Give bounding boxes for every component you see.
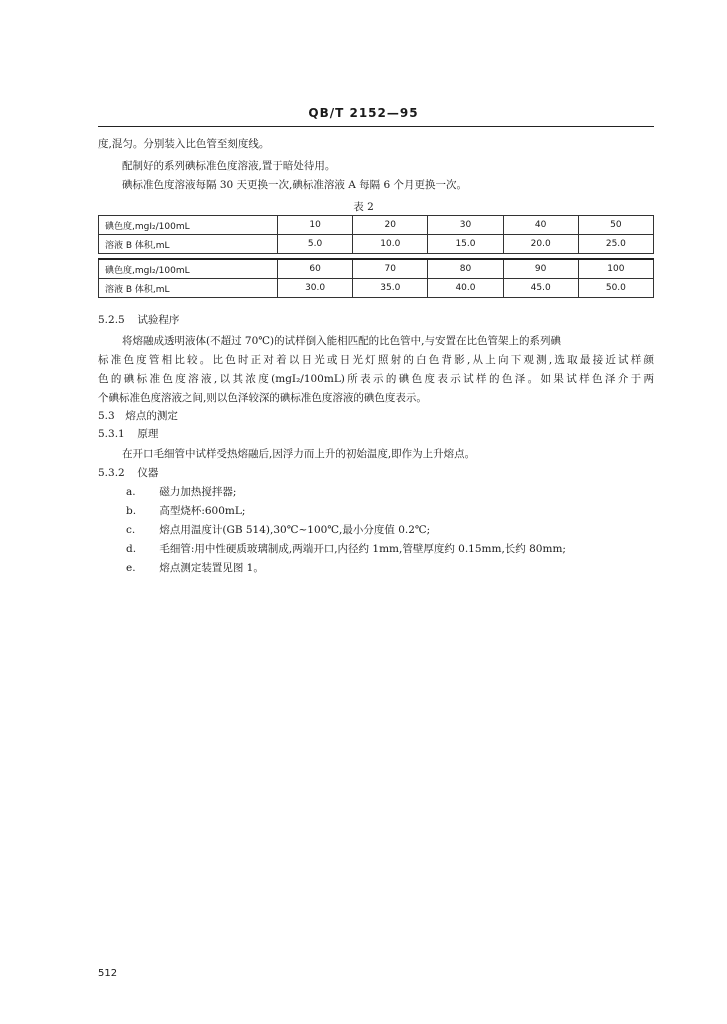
- table-cell: 70: [353, 259, 428, 279]
- row-label: 溶液 B 体积,mL: [99, 279, 278, 298]
- paragraph-line: 在开口毛细管中试样受热熔融后,因浮力而上升的初始温度,即作为上升熔点。: [122, 448, 476, 460]
- section-5-2-5-heading: [98, 313, 179, 327]
- table-row: [99, 216, 654, 235]
- list-item: [126, 504, 245, 518]
- table-cell: 40: [503, 216, 578, 235]
- section-title: 熔点的测定: [125, 410, 178, 422]
- section-number: 5.2.5: [98, 314, 125, 326]
- table-cell: 35.0: [353, 279, 428, 298]
- table-cell: 30.0: [278, 279, 353, 298]
- table-cell: 60: [278, 259, 353, 279]
- table-cell: 50.0: [578, 279, 653, 298]
- list-item: [126, 542, 566, 556]
- section-title: 试验程序: [137, 314, 180, 326]
- page-number: 512: [98, 968, 118, 979]
- paragraph-line: 将熔融成透明液体(不超过 70℃)的试样倒入能相匹配的比色管中,与安置在比色管架上的系列碘: [122, 335, 561, 347]
- section-5-3-1-heading: [98, 427, 158, 441]
- standard-code: QB/T 2152—95: [308, 106, 419, 120]
- item-letter: e.: [126, 562, 136, 574]
- section-title: 原理: [137, 428, 159, 440]
- table-cell: 20: [353, 216, 428, 235]
- list-item: [126, 523, 430, 537]
- table-row: [99, 259, 654, 279]
- table-row: [99, 279, 654, 298]
- table-cell: 5.0: [278, 235, 353, 254]
- paragraph-line: 色的碘标准色度溶液,以其浓度(mgI₂/100mL)所表示的碘色度表示试样的色泽。如果试样色泽介于两: [98, 373, 654, 385]
- intro-line-1: 度,混匀。分别装入比色管至刻度线。: [98, 138, 270, 150]
- item-letter: c.: [126, 524, 136, 536]
- section-number: 5.3.2: [98, 467, 125, 479]
- paragraph-line: 个碘标准色度溶液之间,则以色泽较深的碘标准色度溶液的碘色度表示。: [98, 392, 427, 404]
- table-cell: 100: [578, 259, 653, 279]
- item-letter: a.: [126, 486, 136, 498]
- item-text: 熔点测定装置见图 1。: [159, 562, 264, 574]
- table-cell: 10: [278, 216, 353, 235]
- item-text: 磁力加热搅拌器;: [159, 486, 237, 498]
- list-item: [126, 485, 236, 499]
- table-cell: 80: [428, 259, 503, 279]
- section-number: 5.3: [98, 410, 115, 422]
- item-text: 高型烧杯:600mL;: [159, 505, 246, 517]
- table-cell: 15.0: [428, 235, 503, 254]
- item-letter: d.: [126, 543, 137, 555]
- section-number: 5.3.1: [98, 428, 125, 440]
- section-5-3-2-heading: [98, 466, 158, 480]
- table-cell: 45.0: [503, 279, 578, 298]
- table-cell: 25.0: [578, 235, 653, 254]
- row-label: 碘色度,mgI₂/100mL: [99, 259, 278, 279]
- item-letter: b.: [126, 505, 137, 517]
- table-cell: 10.0: [353, 235, 428, 254]
- table-cell: 90: [503, 259, 578, 279]
- table-row: [99, 235, 654, 254]
- intro-line-3: 碘标准色度溶液每隔 30 天更换一次,碘标准溶液 A 每隔 6 个月更换一次。: [122, 179, 467, 191]
- table-caption: 表 2: [353, 201, 374, 213]
- table-cell: 20.0: [503, 235, 578, 254]
- header-rule: [98, 126, 654, 127]
- intro-line-2: 配制好的系列碘标准色度溶液,置于暗处待用。: [122, 160, 336, 172]
- row-label: 溶液 B 体积,mL: [99, 235, 278, 254]
- table-cell: 50: [578, 216, 653, 235]
- paragraph-line: 标准色度管相比较。比色时正对着以日光或日光灯照射的白色背影,从上向下观测,选取最接近试样颜: [98, 354, 654, 366]
- table-cell: 40.0: [428, 279, 503, 298]
- list-item: [126, 561, 264, 575]
- row-label: 碘色度,mgI₂/100mL: [99, 216, 278, 235]
- iodine-color-table: [98, 215, 654, 298]
- section-5-3-heading: [98, 409, 178, 423]
- item-text: 熔点用温度计(GB 514),30℃~100℃,最小分度值 0.2℃;: [159, 524, 431, 536]
- item-text: 毛细管:用中性硬质玻璃制成,两端开口,内径约 1mm,管壁厚度约 0.15mm,长约 80mm;: [159, 543, 566, 555]
- section-title: 仪器: [137, 467, 159, 479]
- table-cell: 30: [428, 216, 503, 235]
